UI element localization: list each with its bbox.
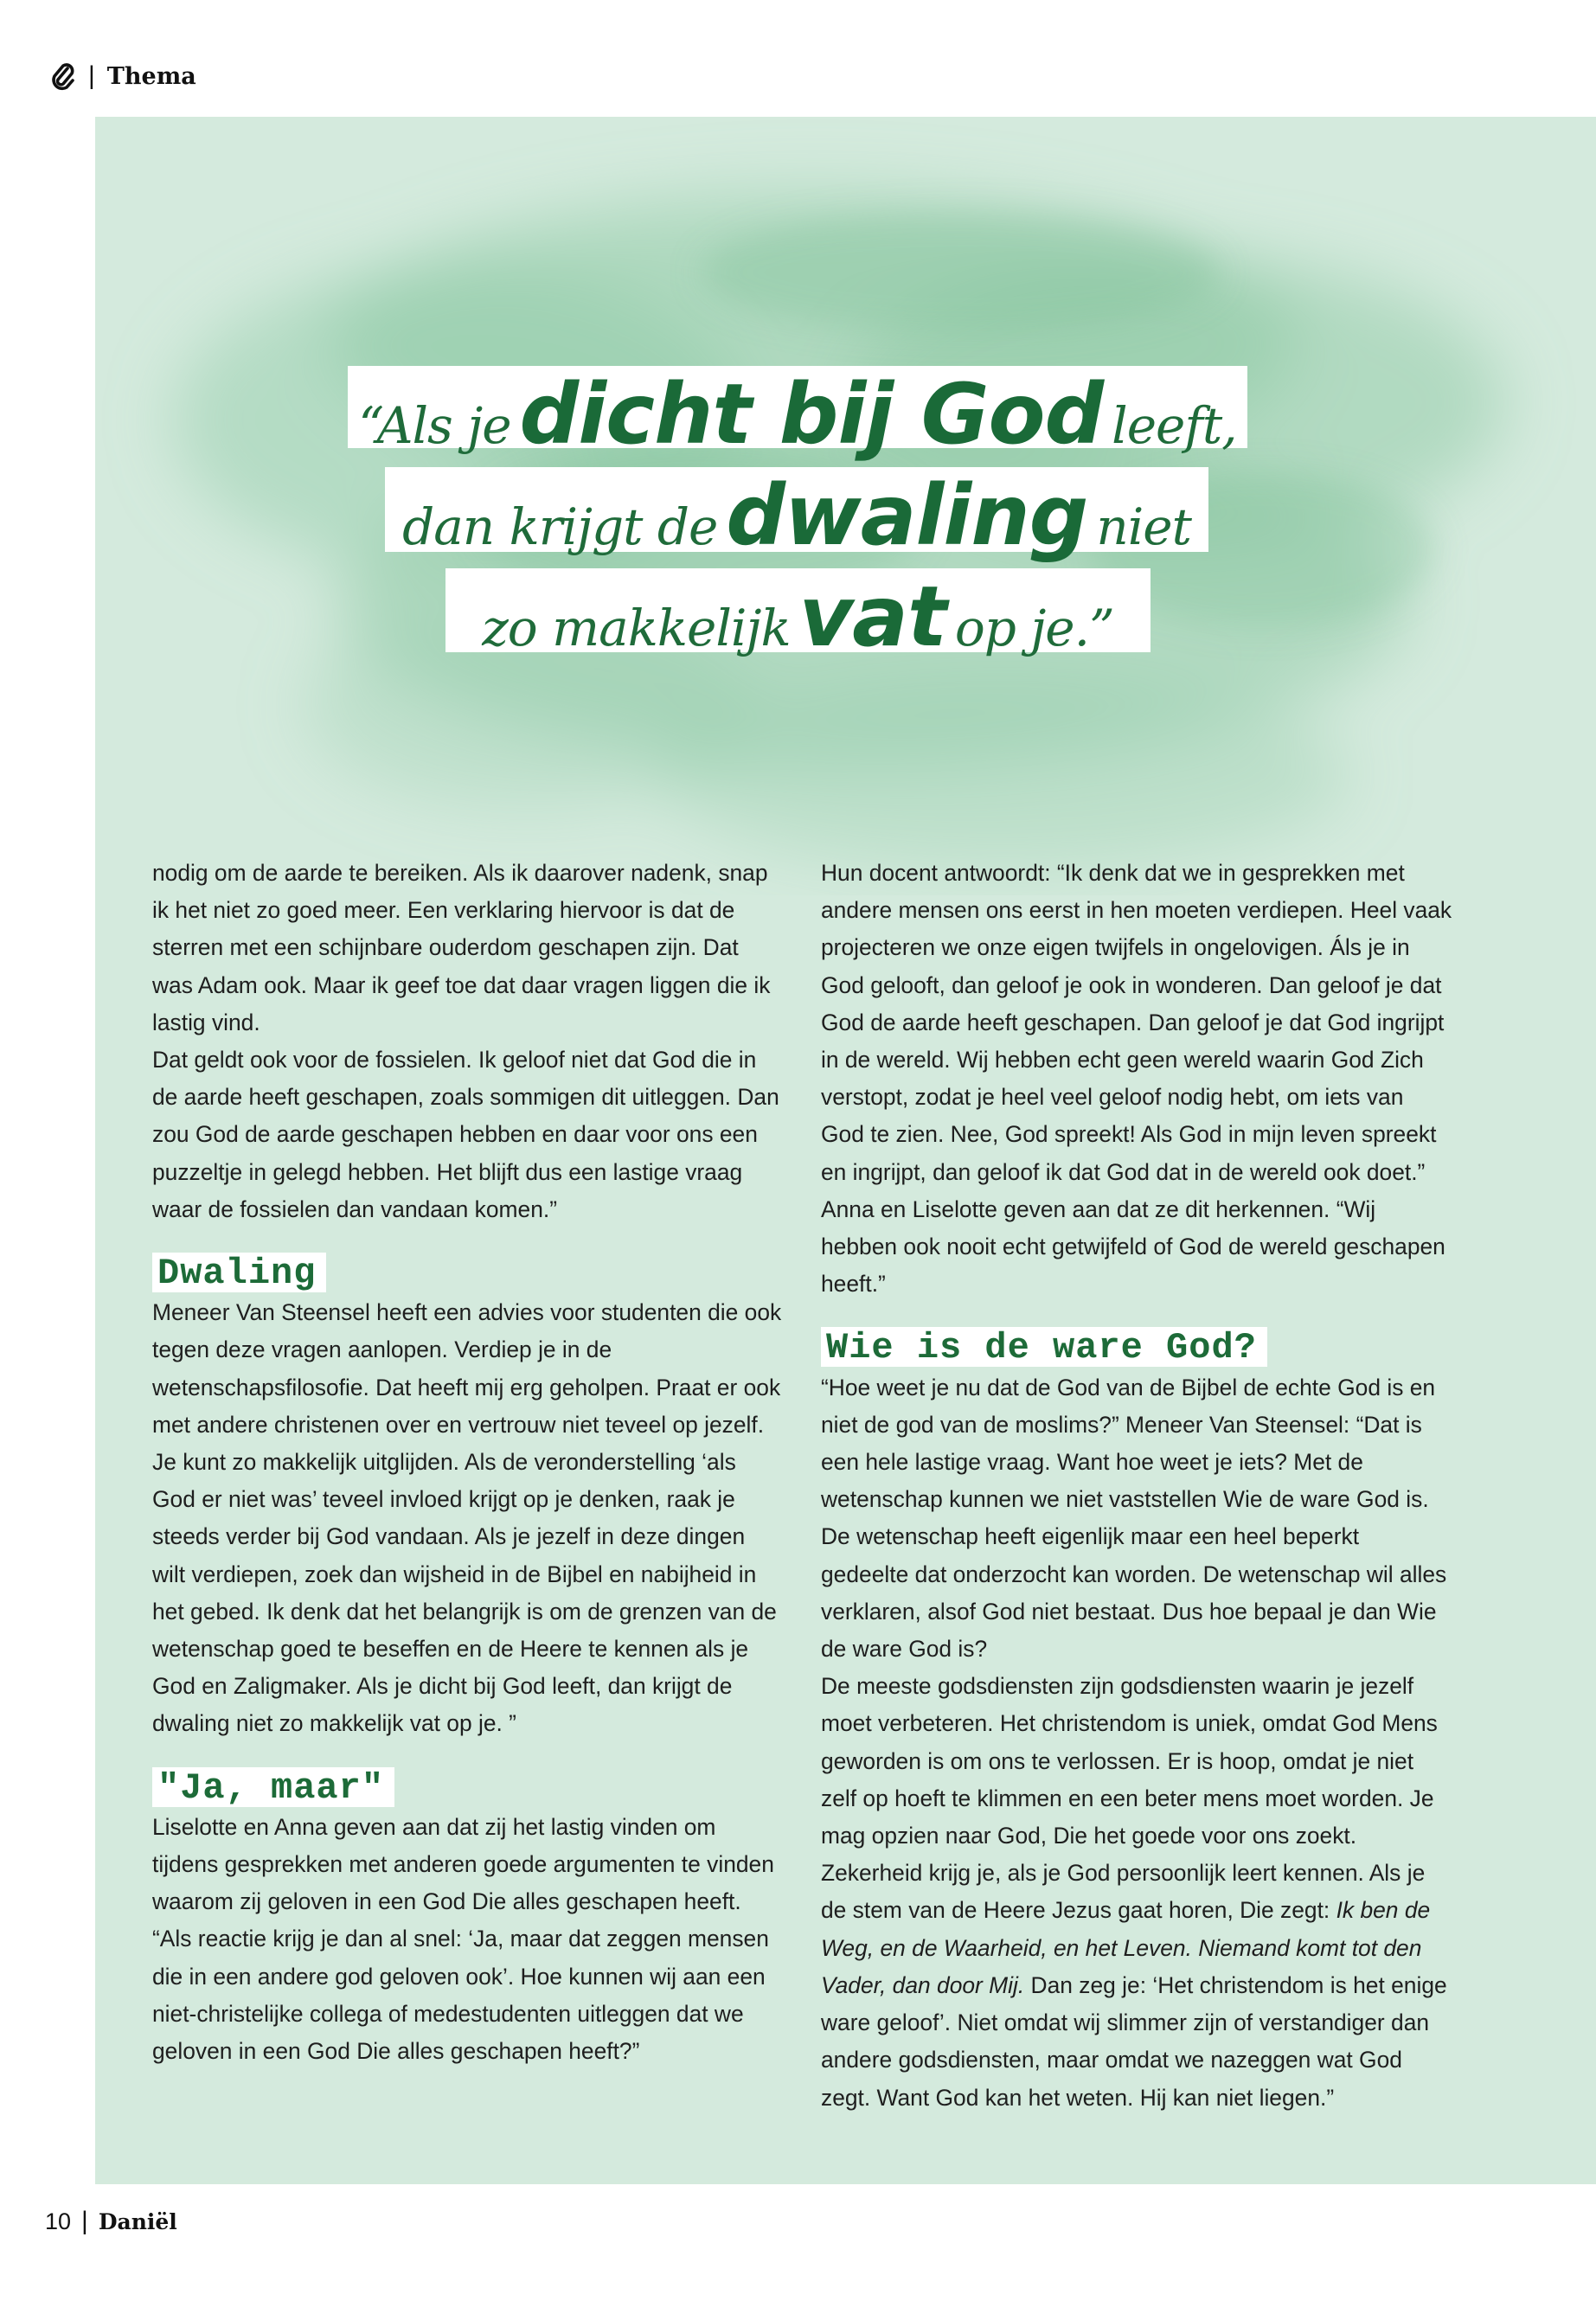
paragraph-closing: De meeste godsdiensten zijn godsdiensten waarin je jezelf moet verbeteren. Het christendom is uniek, omdat God Mens geworden is om ons te verlossen. Er is hoop, omdat je niet zelf op hoeft te klimmen en een beter mens moet worden. Je mag opzien naar God, Die het goede voor ons zoekt. Zekerheid krijg je, als je God persoonlijk leert kennen. Als je de stem van de Heere Jezus gaat horen, Die zegt: Ik ben de Weg, en de Waarheid, en het Leven. Niemand komt tot den Vader, dan door Mij. Dan zeg je: ‘Het christendom is het enige ware geloof’. Niet omdat wij slimmer zijn of verstandiger dan andere godsdiensten, maar omdat we nazeggen wat God zegt. Want God kan het weten. Hij kan niet liegen.” — [821, 1673, 1447, 2111]
heading-dwaling: Dwaling — [152, 1253, 326, 1292]
paragraph-dwaling: Meneer Van Steensel heeft een advies voor studenten die ook tegen deze vragen aanlopen. Verdiep je in de wetenschapsfilosofie. Dat heeft mij erg geholpen. Praat er ook met andere christenen over en vertrouw niet teveel op jezelf. Je kunt zo makkelijk uitglijden. Als de veronderstelling ‘als God er niet was’ teveel invloed krijgt op je denken, raak je steeds verder bij God vandaan. Als je jezelf in deze dingen wilt verdiepen, zoek dan wijsheid in de Bijbel en nabijheid in het gebed. Ik denk dat het belangrijk is om de grenzen van de wetenschap goed te beseffen en de Heere te kennen als je God en Zaligmaker. Als je dicht bij God leeft, dan krijgt de dwaling niet zo makkelijk vat op je. ” — [152, 1299, 782, 1737]
section-title: Thema — [106, 62, 196, 90]
section-header — [50, 57, 196, 95]
left-column — [152, 855, 784, 2070]
footer-separator: | — [81, 2207, 88, 2235]
paragraph-answer: Hun docent antwoordt: “Ik denk dat we in gesprekken met andere mensen ons eerst in hen moeten verdiepen. Heel vaak projecteren we onze eigen twijfels in ongelovigen. Áls je in God gelooft, dan geloof je ook in wonderen. Dan geloof je dat God de aarde heeft geschapen. Dan geloof je dat God ingrijpt in de wereld. Wij hebben echt geen wereld waarin God Zich verstopt, zodat je heel veel geloof nodig hebt, om iets van God te zien. Nee, God spreekt! Als God in mijn leven spreekt en ingrijpt, dan geloof ik dat God dat in de wereld ook doet.” Anna en Liselotte geven aan dat ze dit herkennen. “Wij hebben ook nooit echt getwijfeld of God de wereld geschapen heeft.” — [821, 860, 1452, 1298]
paragraph-intro: nodig om de aarde te bereiken. Als ik daarover nadenk, snap ik het niet zo goed meer. Een verklaring hiervoor is dat de sterren met een schijnbare ouderdom geschapen zijn. Dat was Adam ook. Maar ik geef toe dat daar vragen liggen die ik lastig vind. — [152, 860, 771, 1035]
paragraph-ware-god: “Hoe weet je nu dat de God van de Bijbel de echte God is en niet de god van de moslims?” Meneer Van Steensel: “Dat is een hele lastige vraag. Want hoe weet je iets? Met de wetenschap kunnen we niet vaststellen Wie de ware God is. De wetenschap heeft eigenlijk maar een heel beperkt gedeelte dat onderzocht kan worden. De wetenschap wil alles verklaren, alsof God niet bestaat. Dus hoe bepaal je dan Wie de ware God is? — [821, 1374, 1447, 1663]
right-column — [821, 855, 1452, 2117]
heading-ware-god: Wie is de ware God? — [821, 1327, 1267, 1367]
bible-quote: Ik ben de Weg, en de Waarheid, en het Leven. Niemand komt tot den Vader, dan door Mij. — [821, 1897, 1431, 1998]
page-footer — [45, 2204, 177, 2239]
header-separator: | — [88, 61, 95, 90]
quote-line-3: zo makkelijk vat op je.” — [445, 568, 1151, 652]
quote-line-2: dan krijgt de dwaling niet — [385, 467, 1208, 552]
quote-line-1: “Als je dicht bij God leeft, — [348, 366, 1247, 448]
magazine-name: Daniël — [98, 2208, 177, 2234]
heading-ja-maar: "Ja, maar" — [152, 1767, 394, 1807]
paragraph-ja-maar: Liselotte en Anna geven aan dat zij het lastig vinden om tijdens gesprekken met anderen goede argumenten te vinden waarom zij geloven in een God Die alles geschapen heeft. “Als reactie krijg je dan al snel: ‘Ja, maar dat zeggen mensen die in een andere god geloven ook’. Hoe kunnen wij aan een niet-christelijke collega of medestudenten uitleggen dat we geloven in een God Die alles geschapen heeft?” — [152, 1813, 774, 2065]
paragraph-fossils: Dat geldt ook voor de fossielen. Ik geloof niet dat God die in de aarde heeft geschapen, zoals sommigen dit uitleggen. Dan zou God de aarde geschapen hebben en daar voor ons een puzzeltje in gelegd hebben. Het blijft dus een lastige vraag waar de fossielen dan vandaan komen.” — [152, 1047, 779, 1222]
page-number: 10 — [45, 2208, 72, 2234]
paperclip-icon — [50, 61, 76, 91]
pull-quote — [95, 117, 1596, 722]
